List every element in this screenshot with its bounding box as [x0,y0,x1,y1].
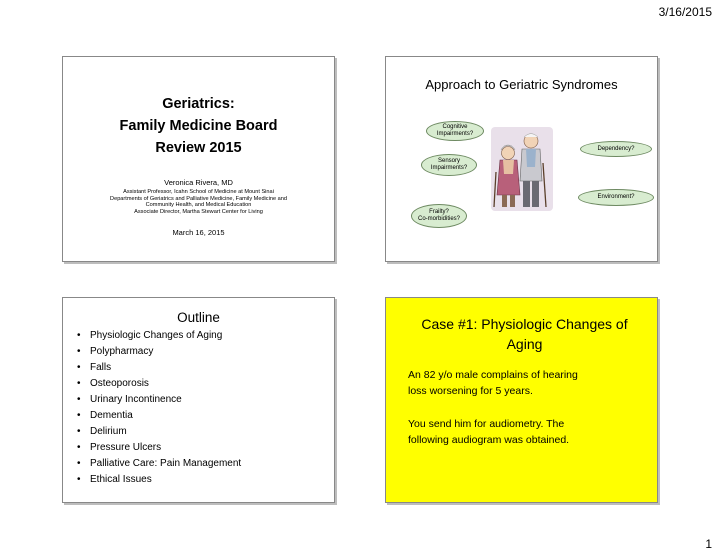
text-line: following audiogram was obtained. [408,434,570,446]
bubble-line: Frailty? [429,209,449,215]
slide-outline [62,297,335,503]
affiliation-line: Assistant Professor, Icahn School of Medicine at Mount Sinai [123,189,274,195]
case-instruction [408,416,648,448]
bubble-dependency [580,141,652,157]
bubble-line: Impairments? [430,165,468,171]
title-line: Review 2015 [155,140,242,156]
bubble-line: Environment? [597,194,635,200]
text-line: loss worsening for 5 years. [408,385,533,397]
bubble-line: Dependency? [597,145,635,152]
author-name: Veronica Rivera, MD [164,178,233,187]
text-line: You send him for audiometry. The [408,418,565,430]
case-description [408,367,648,399]
bubble-line: Co-morbidities? [417,216,460,222]
slide-case-1 [385,297,658,503]
list-item: • Delirium [77,424,241,440]
author-affiliation [67,189,330,215]
list-item: • Ethical Issues [77,472,241,488]
bubble-line: Cognitive [442,124,468,130]
title-line: Family Medicine Board [119,118,278,134]
list-item: • Pressure Ulcers [77,440,241,456]
title-line: Geriatrics: [162,96,235,112]
list-item: • Palliative Care: Pain Management [77,456,241,472]
bubble-cognitive-impairments [426,121,484,141]
list-item: • Urinary Incontinence [77,392,241,408]
bubble-frailty-comorbidities [411,204,467,228]
slide-heading: Outline [177,310,220,325]
page-number: 1 [705,537,712,551]
bubble-sensory-impairments [421,154,477,176]
slide-title [62,56,335,262]
heading-line: Aging [506,336,543,352]
slide-geriatric-syndromes [385,56,658,262]
heading-line: Case #1: Physiologic Changes of [421,316,628,332]
slide-title-heading [63,93,334,159]
list-item: • Falls [77,360,241,376]
slide-heading: Approach to Geriatric Syndromes [425,77,618,92]
bubble-line: Impairments? [436,131,474,137]
list-item: • Physiologic Changes of Aging [77,328,241,344]
bubble-environment [578,189,654,206]
text-line: An 82 y/o male complains of hearing [408,369,578,381]
presentation-date: March 16, 2015 [172,228,225,237]
header-date: 3/16/2015 [658,5,712,19]
list-item: • Dementia [77,408,241,424]
affiliation-line: Departments of Geriatrics and Palliative Medicine, Family Medicine and [110,195,287,202]
slide-heading [400,314,649,354]
bubble-line: Sensory [437,158,460,164]
affiliation-line: Community Health, and Medical Education [145,202,252,209]
list-item: • Osteoporosis [77,376,241,392]
outline-list [77,328,241,488]
list-item: • Polypharmacy [77,344,241,360]
affiliation-line: Associate Director, Martha Stewart Center for Living [134,208,263,215]
